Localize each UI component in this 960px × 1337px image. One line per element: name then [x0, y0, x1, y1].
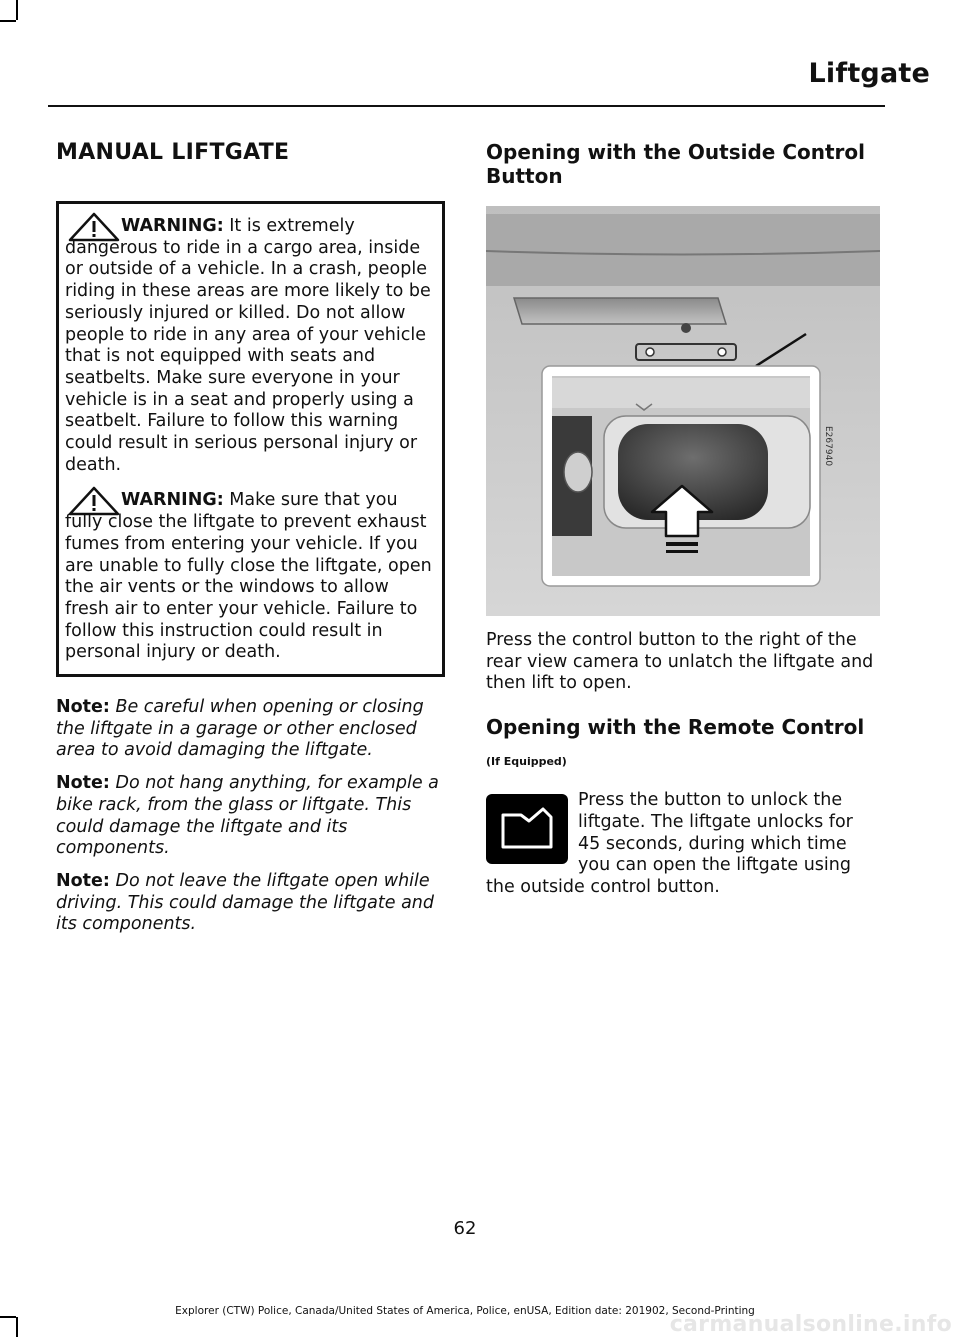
note-label: Note:: [56, 773, 110, 794]
note: [56, 871, 446, 936]
note-text: Do not hang anything, for example a bike rack, from the glass or liftgate. This could damage the liftgate and its components.: [56, 773, 439, 859]
note-label: Note:: [56, 697, 110, 718]
note: [56, 773, 446, 860]
watermark: carmanualsonline.info: [669, 1312, 952, 1337]
warning-label: WARNING:: [121, 490, 224, 511]
warning-item: [65, 216, 434, 476]
note: [56, 697, 446, 762]
instruction-paragraph: Press the button to unlock the liftgate. The liftgate unlocks for 45 seconds, during which time you can open the liftgate using the outside control button.: [486, 790, 853, 897]
page-number: 62: [453, 1218, 477, 1239]
section-heading: Opening with the Remote Control: [486, 715, 865, 740]
warning-triangle-icon: [67, 486, 121, 516]
remote-instruction: [486, 790, 880, 899]
warning-box: [56, 201, 445, 677]
header-divider: [48, 105, 885, 107]
liftgate-button-illustration: [486, 206, 880, 616]
liftgate-unlock-remote-icon: [486, 794, 568, 864]
warning-item: [65, 490, 434, 664]
liftgate-illustration: [486, 206, 880, 616]
page-title: Liftgate: [808, 58, 930, 89]
note-text: Be careful when opening or closing the liftgate in a garage or other enclosed area to avoid damaging the liftgate.: [56, 697, 424, 761]
instruction-paragraph: Press the control button to the right of the rear view camera to unlatch the liftgate and then lift to open.: [486, 630, 874, 694]
notes: [56, 697, 446, 936]
note-text: Do not leave the liftgate open while driving. This could damage the liftgate and its components.: [56, 870, 435, 935]
figure-code: E267940: [823, 426, 833, 467]
section-heading: Opening with the Outside Control Button: [486, 140, 865, 188]
warning-triangle-icon: [67, 212, 121, 242]
warning-text: It is extremely dangerous to ride in a cargo area, inside or outside of a vehicle. In a crash, people riding in these areas are more likely to be seriously injured or killed. Do not allow people to ride in any area of your vehicle that is not equipped with seats and seatbelts. Make sure everyone in your vehicle is in a seat and properly using a seatbelt. Failure to follow this warning could result in serious personal injury or death.: [65, 216, 431, 475]
crop-mark: [0, 20, 16, 22]
section-heading: MANUAL LIFTGATE: [56, 140, 290, 165]
crop-mark: [16, 0, 18, 20]
note-label: Note:: [56, 870, 110, 891]
footer-edition: Explorer (CTW) Police, Canada/United States of America, Police, enUSA, Edition date: 201902, Second-Printing: [175, 1305, 755, 1317]
left-column: [56, 140, 446, 936]
right-column: [486, 140, 880, 899]
if-equipped-label: (If Equipped): [486, 755, 567, 769]
crop-mark: [16, 1317, 18, 1337]
warning-text: Make sure that you fully close the liftgate to prevent exhaust fumes from entering your vehicle. If you are unable to fully close the liftgate, open the air vents or the windows to allow fresh air to enter your vehicle. Failure to follow this instruction could result in personal injury or death.: [65, 490, 432, 663]
warning-label: WARNING:: [121, 216, 224, 236]
